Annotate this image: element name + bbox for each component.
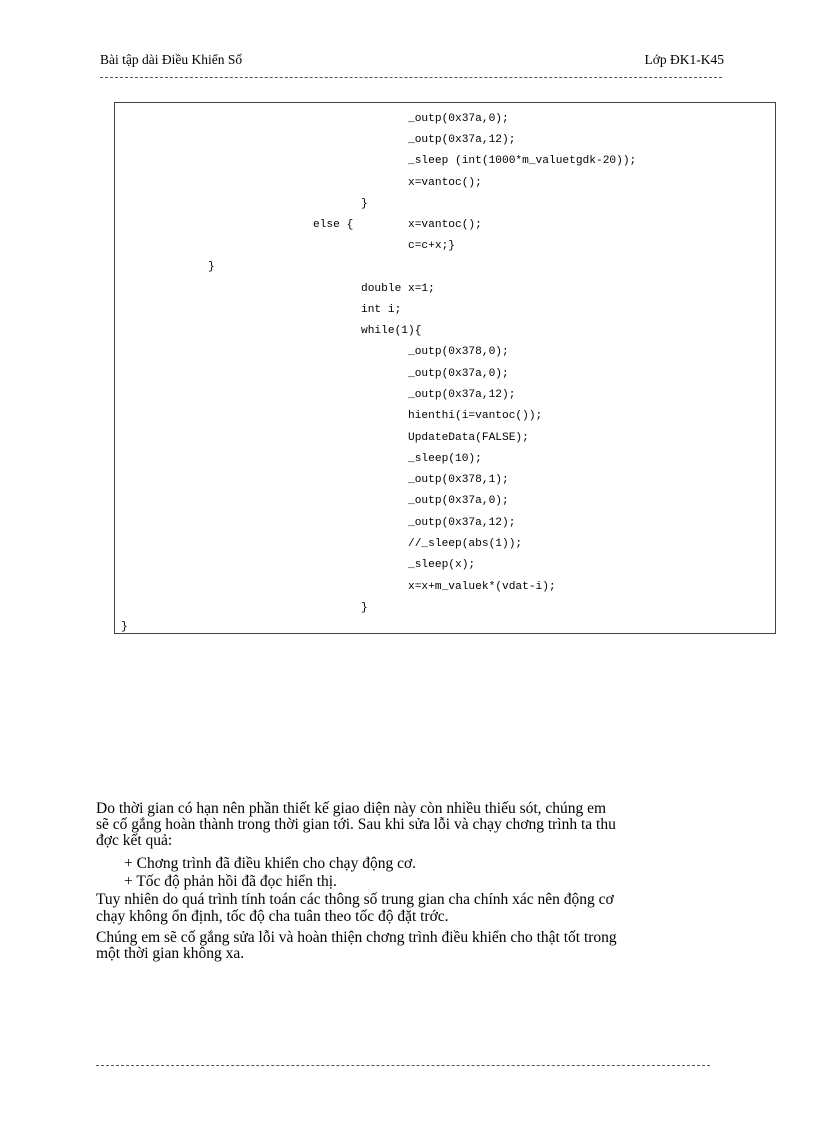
code-line: _outp(0x378,1); <box>408 474 509 486</box>
code-line: //_sleep(abs(1)); <box>408 538 523 550</box>
code-line: _outp(0x37a,0); <box>408 113 509 125</box>
code-line: _outp(0x37a,0); <box>408 368 509 380</box>
code-line: x=vantoc(); <box>408 219 482 231</box>
paragraph-line: Tuy nhiên do quá trình tính toán các thông số trung gian cha chính xác nên động cơ <box>96 891 614 908</box>
paragraph-line: sẽ cố gắng hoàn thành trong thời gian tới. Sau khi sửa lỗi và chạy chơng trình ta thu <box>96 816 616 833</box>
code-listing <box>114 102 776 634</box>
code-line: int i; <box>361 304 402 316</box>
paragraph-line: chạy không ổn định, tốc độ cha tuân theo tốc độ đặt trớc. <box>96 908 449 925</box>
footer-divider <box>96 1065 710 1066</box>
code-line: _sleep (int(1000*m_valuetgdk-20)); <box>408 155 637 167</box>
list-item: + Tốc độ phản hồi đã đọc hiển thị. <box>124 873 337 890</box>
code-line: double x=1; <box>361 283 435 295</box>
code-line: _outp(0x37a,12); <box>408 517 516 529</box>
code-line: _sleep(x); <box>408 559 476 571</box>
header-course-title: Bài tập dài Điều Khiển Số <box>100 52 243 67</box>
code-line: } <box>208 261 215 273</box>
code-line: _outp(0x37a,12); <box>408 389 516 401</box>
list-item: + Chơng trình đã điều khiển cho chạy động cơ. <box>124 855 417 872</box>
code-line: UpdateData(FALSE); <box>408 432 529 444</box>
header-class-name: Lớp ĐK1-K45 <box>644 52 724 67</box>
paragraph-line: một thời gian không xa. <box>96 945 245 962</box>
page-header <box>100 52 724 70</box>
paragraph-line: Do thời gian có hạn nên phần thiết kế giao diện này còn nhiều thiếu sót, chúng em <box>96 800 607 817</box>
code-line: _outp(0x378,0); <box>408 346 509 358</box>
code-line: while(1){ <box>361 325 422 337</box>
code-line: c=c+x;} <box>408 240 455 252</box>
code-line: x=x+m_valuek*(vdat-i); <box>408 581 556 593</box>
header-divider <box>100 77 722 78</box>
paragraph-line: Chúng em sẽ cố gắng sửa lỗi và hoàn thiện chơng trình điều khiển cho thật tốt trong <box>96 929 617 946</box>
code-line: } <box>361 602 368 614</box>
code-line: } <box>361 198 368 210</box>
code-line: _sleep(10); <box>408 453 482 465</box>
paragraph-line: đợc kết quả: <box>96 832 173 849</box>
code-line: _outp(0x37a,0); <box>408 495 509 507</box>
code-line: else { <box>313 219 354 231</box>
code-line: } <box>121 621 128 633</box>
code-line: x=vantoc(); <box>408 177 482 189</box>
code-line: hienthi(i=vantoc()); <box>408 410 543 422</box>
code-line: _outp(0x37a,12); <box>408 134 516 146</box>
